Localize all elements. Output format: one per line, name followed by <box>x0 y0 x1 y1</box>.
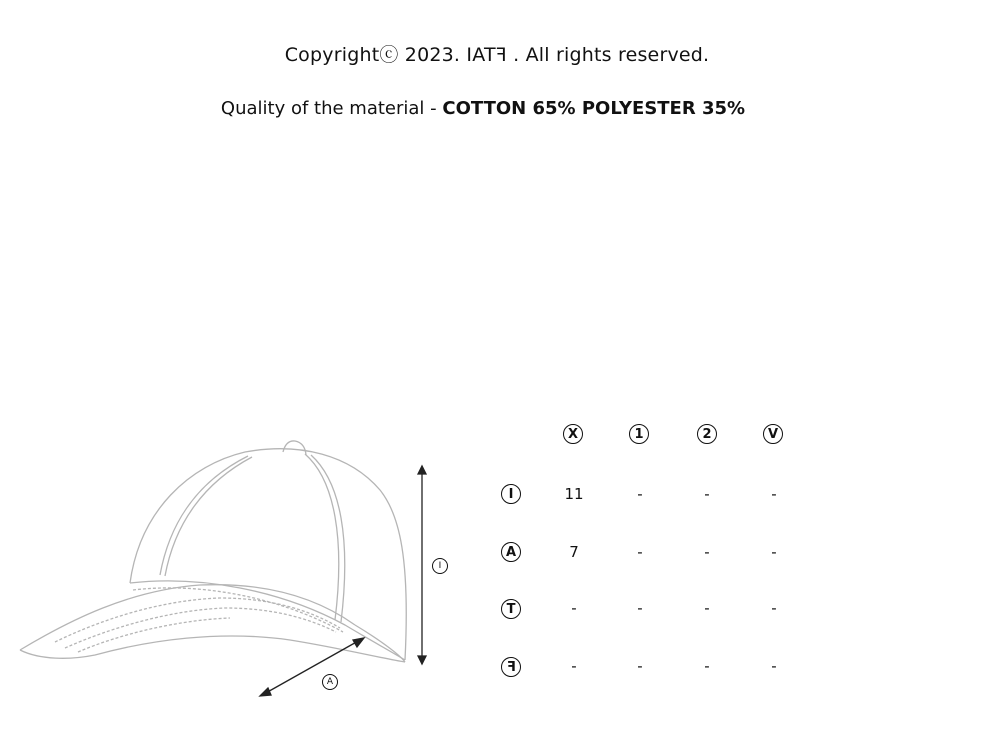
row-header-i <box>501 484 521 504</box>
row-header-a <box>501 542 521 562</box>
table-cell: - <box>637 599 643 617</box>
table-cell: - <box>704 485 710 503</box>
table-cell: - <box>637 657 643 675</box>
column-header-1 <box>629 424 649 444</box>
table-cell: - <box>571 599 577 617</box>
column-header-label: X <box>567 426 579 442</box>
table-cell: - <box>771 485 777 503</box>
material-label: Quality of the material - <box>220 98 443 119</box>
copyright-text: Copyrightⓒ 2023. IATꟻ . All rights reserved. <box>284 44 710 66</box>
copyright-notice <box>0 40 994 67</box>
table-cell: - <box>771 657 777 675</box>
column-header-label: 1 <box>634 426 644 442</box>
table-cell: 7 <box>569 543 579 561</box>
row-header-label: A <box>505 544 517 560</box>
row-header-label: F <box>506 659 516 675</box>
height-marker <box>432 558 448 574</box>
table-cell: 11 <box>564 485 584 503</box>
row-header-label: T <box>506 601 516 617</box>
column-header-2 <box>697 424 717 444</box>
table-cell: - <box>571 657 577 675</box>
height-marker-letter: I <box>438 560 442 571</box>
row-header-f <box>501 657 521 677</box>
table-cell: - <box>637 485 643 503</box>
table-cell: - <box>704 599 710 617</box>
row-header-label: I <box>508 486 514 502</box>
table-cell: - <box>704 657 710 675</box>
cap-illustration <box>0 430 470 720</box>
table-cell: - <box>771 543 777 561</box>
table-cell: - <box>704 543 710 561</box>
brim-marker-letter: A <box>326 676 334 687</box>
table-cell: - <box>637 543 643 561</box>
material-quality <box>0 98 966 119</box>
material-value: COTTON 65% POLYESTER 35% <box>442 98 746 119</box>
column-header-label: V <box>767 426 779 442</box>
row-header-t <box>501 599 521 619</box>
table-cell: - <box>771 599 777 617</box>
column-header-x <box>563 424 583 444</box>
column-header-label: 2 <box>702 426 712 442</box>
brim-marker <box>322 674 338 690</box>
column-header-v <box>763 424 783 444</box>
